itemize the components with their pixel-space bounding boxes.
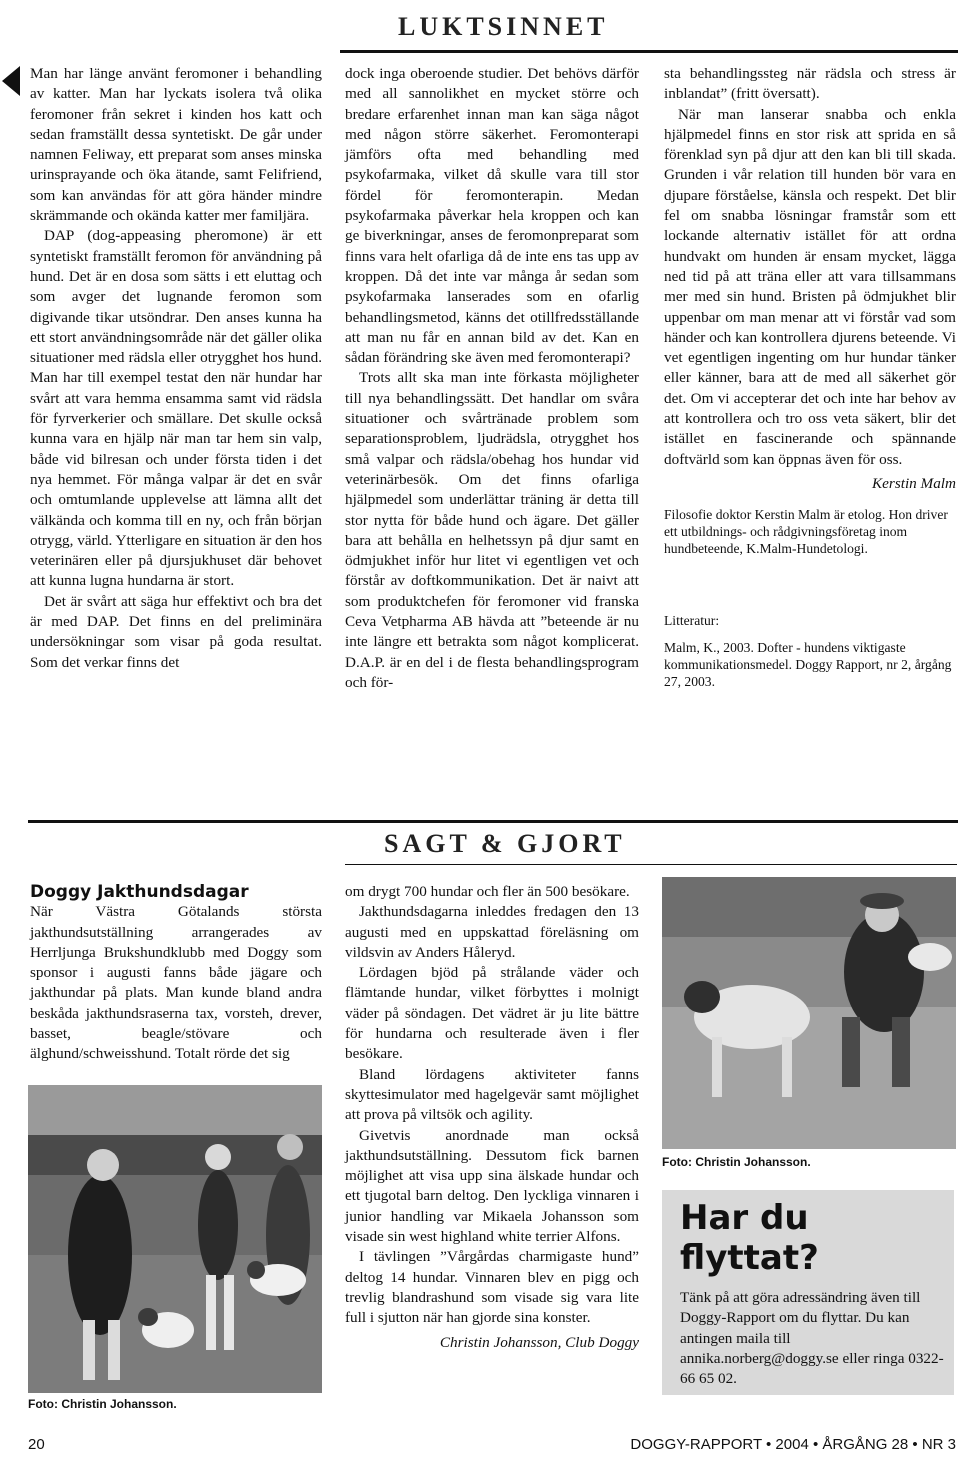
news-column-1 — [30, 882, 322, 1065]
paragraph: DAP (dog-appeasing pheromone) är ett syntetiskt framställt feromon för användning på hund. Det är en dosa som sätts i ett eluttag och som avger det lugnande feromon som digivande tikar utsöndrar. Den anses kunna ha ett stort användningsområde när det gäller olika situationer med rädsla eller otrygghet hos hund. Man har till exempel testat den när hundar har svårt att vara hemma ensamma samt vid rädsla för fyrverkerier och smällare. Det skulle också kunna vara en hjälp när man tar hem sin valp, både vid bilresan och under första tiden i det nya hemmet. För många valpar är det en svår och omtumlande upplevelse att lämna allt det välkända och komma till en ny, och från början otrygg, värld. Ytterligare en situation är den hos veterinären eller på djursjukhuset där behovet att kunna lugna hundarna är stort. — [30, 227, 322, 590]
section-rule — [345, 864, 957, 865]
section-rule — [340, 50, 958, 53]
page-number: 20 — [28, 1436, 45, 1453]
photo-caption: Foto: Christin Johansson. — [28, 1397, 177, 1411]
paragraph: om drygt 700 hundar och fler än 500 besökare. — [345, 883, 630, 900]
paragraph: När Västra Götalands största jakthundsutställning arrangerades av Herrljunga Brukshundklubb med Doggy som sponsor i augusti fanns både jägare och jakthundar på plats. Man kunde bland andra beskåda jakthundsraserna tax, vorsteh, drever, basset, beagle/stövare och älghund/schweisshund. Totalt rörde det sig — [30, 903, 322, 1063]
news-column-2 — [345, 882, 639, 1353]
paragraph: Lördagen bjöd på strålande väder och flämtande hundar, vilket förbyttes i molnigt väder på söndagen. Det vädret är ju lite bättre för hundarna och resulterade även i fler besökare. — [345, 964, 639, 1063]
moving-notice-title: Har du flyttat? — [680, 1198, 819, 1278]
publication-info: DOGGY-RAPPORT • 2004 • ÅRGÅNG 28 • NR 3 — [630, 1436, 956, 1453]
news-signature: Christin Johansson, Club Doggy — [439, 1333, 639, 1351]
paragraph: Man har länge använt feromoner i behandling av katter. Man har lyckats isolera två olika feromoner från sekret i kinden hos katt och sedan framställt dessa syntetiskt. De går under namnen Feliway, ett preparat som anses minska urinsprayande och öka ätande, samt Felifriend, som kan användas för att göra händer mindre skrämmande och okända katter mer familjära. — [30, 65, 322, 225]
author-bio: Filosofie doktor Kerstin Malm är etolog. Hon driver ett utbildnings- och rådgivningsföretag inom hundbeteende, K.Malm-Hundetologi. — [664, 507, 948, 557]
moving-notice-box — [662, 1190, 954, 1395]
paragraph: Givetvis anordnade man också jakthundsutställning. Dessutom fick barnen möjlighet att visa upp sina älskade hundar och ett tjugotal barn deltog. Den lyckliga vinnaren i junior handling var Mikaela Johansson som visade sin west highland white terrier Alfons. — [345, 1126, 639, 1246]
photo-caption: Foto: Christin Johansson. — [662, 1155, 811, 1169]
paragraph: Det är svårt att säga hur effektivt och bra det är med DAP. Det finns en del preliminära undersökningar som visar på goda resultat. Som det verkar finns det — [30, 592, 322, 671]
paragraph: dock inga oberoende studier. Det behövs därför med all sannolikhet en mycket större och bredare erfarenhet innan man kan säga något med någon större säkerhet. Feromonterapi jämförs ofta med behandling med psykofarmaka, vilket då skulle vara till stor fördel för feromonterapin. Medan psykofarmaka påverkar hela kroppen och kan ge biverkningar, anses de feromonpreparat som finns vara helt ofarliga då de inte ens tas upp av kroppen. Då det inte var många år sedan som psykofarmaka lanserades som en ofarlig behandlingsmetod, känns det otillfredsställande att man nu får en annan bild av det. Kan en sådan förändring ske även med feromonterapi? — [345, 65, 639, 367]
paragraph: Trots allt ska man inte förkasta möjligheter till nya behandlingssätt. Det handlar om svåra situationer och svårtränade problem som separationsproblem, ljudrädsla, otrygghet hos små valpar och rädsla/obehag hos hundar vid veterinärbesök. Om det finns ofarliga hjälpmedel som underlättar träning är detta till stor nytta för både hund och ägare. Det gäller bara att behålla en helhetssyn på djur samt en ödmjukhet inför hur litet vi egentligen vet och förstår av doftkommunikation. Det är naivt att som produktchefen för feromoner vid franska Ceva Vetpharma AB hävda att ”beteende är nu inte längre ett betrakta som något komplicerat. D.A.P. är en del i de flesta behandlingsprogram och för- — [345, 369, 639, 691]
author-signature: Kerstin Malm — [872, 474, 956, 492]
section-title-luktsinnet: LUKTSINNET — [398, 12, 609, 41]
article-column-1 — [30, 64, 322, 673]
news-headline: Doggy Jakthundsdagar — [30, 882, 249, 902]
paragraph: I tävlingen ”Vårgårdas charmigaste hund” deltog 14 hundar. Vinnaren blev en pigg och trevlig blandrashund som visade sig vara lite full i sjutton när han gjorde sina konster. — [345, 1248, 639, 1327]
article-column-3 — [664, 64, 956, 690]
literature-label: Litteratur: — [664, 613, 720, 629]
article-column-2 — [345, 64, 639, 693]
paragraph: sta behandlingssteg när rädsla och stress är inblandat” (fritt översatt). — [664, 65, 956, 103]
paragraph: När man lanserar snabba och enkla hjälpmedel finns en stor risk att sprida en så förenklad syn på djur att den kan bli till skada. Grunden i vår relation till hunden bör vara en djupare förståelse, känsla och respekt. Det blir fel om snabba lösningar framstår som ett lockande alternativ istället för att ordna hundvakt om hunden är ensam mycket, lägga ned tid på att träna eller att vara tillsammans mer med sin hund. Bristen på ödmjukhet blir uppenbar om man menar att vi förstår vad som händer och kan kontrollera djurens beteende. Vi vet egentligen ingenting om hur hundar tänker eller känner, bara att de med all säkerhet gör det. Om vi accepterar det och inte har behov av att kontrollera och tro oss veta säkert, blir det istället en fascinerande och spännande doftvärld som kan öppnas även för oss. — [664, 105, 956, 468]
paragraph: Bland lördagens aktiviteter fanns skyttesimulator med hagelgevär samt möjlighet att prova på viltsök och agility. — [345, 1065, 639, 1124]
section-title-sagt-gjort: SAGT & GJORT — [384, 829, 626, 858]
page-turn-arrow-icon — [2, 66, 20, 96]
section-rule — [28, 820, 958, 823]
paragraph: Jakthundsdagarna inleddes fredagen den 13 augusti med en uppskattad föreläsning om vildsvin av Anders Håleryd. — [345, 903, 639, 961]
dog-show-photo — [28, 1085, 322, 1393]
moving-notice-text: Tänk på att göra adressändring även till Doggy-Rapport om du flyttar. Du kan antingen maila till annika.norberg@doggy.se eller ringa 0322-66 65 02. — [680, 1289, 944, 1388]
literature-reference: Malm, K., 2003. Dofter - hundens viktigaste kommunikationsmedel. Doggy Rapport, nr 2, årgång 27, 2003. — [664, 640, 952, 690]
hunter-with-dog-photo — [662, 877, 956, 1149]
